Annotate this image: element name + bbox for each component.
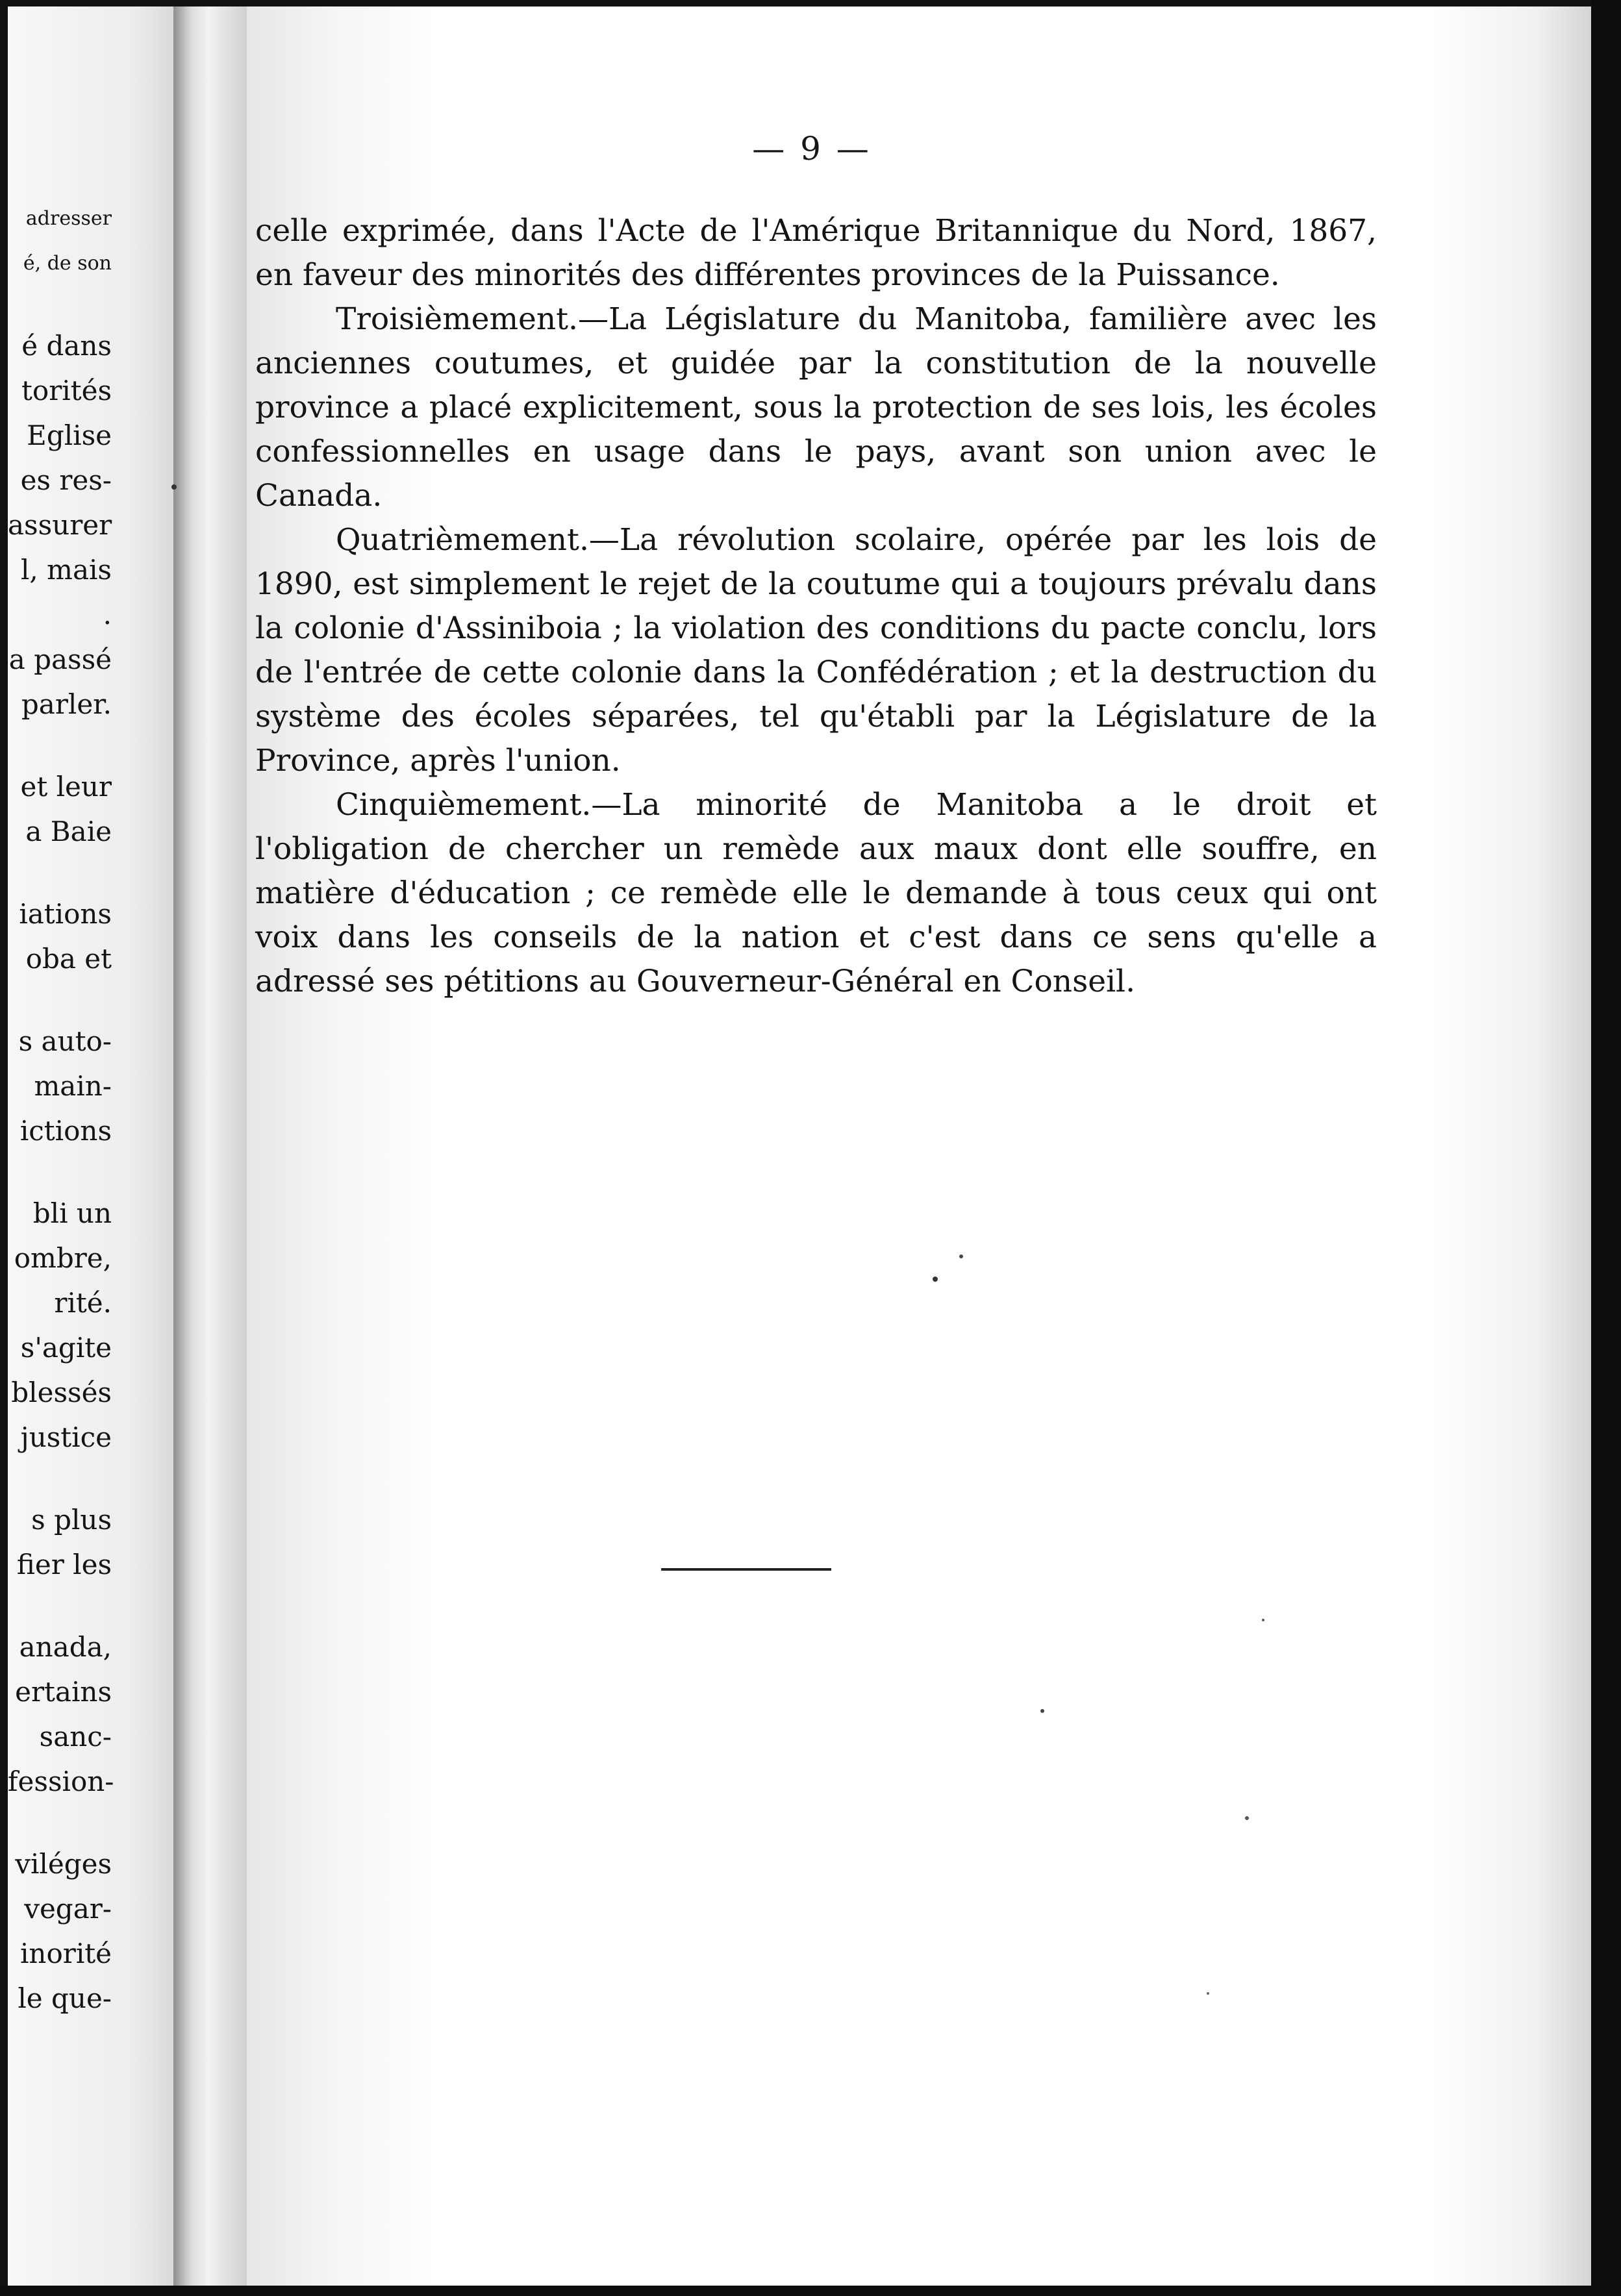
left-page-line: anada, — [19, 1631, 112, 1663]
left-page-line: le que- — [18, 1982, 112, 2014]
paragraph-quatriemement: Quatrièmement.—La révolution scolaire, opérée par les lois de 1890, est simplement le rejet de la coutume qui a toujours prévalu dans la colonie d'Assiniboia ; la violation des conditions du pacte conclu, lors de l'entrée de cette colonie dans la Confédération ; et la destruction du système des écoles séparées, tel qu'établi par la Législature de la Province, après l'union. — [255, 522, 1377, 779]
left-page-line: parler. — [21, 688, 112, 720]
left-page-line: a passé — [8, 643, 112, 675]
left-page-line: iations — [19, 898, 112, 930]
left-page-line: Eglise — [27, 419, 112, 451]
left-page-line: assurer — [8, 509, 112, 541]
left-page-line: ictions — [19, 1115, 112, 1147]
left-page-line: . — [103, 599, 112, 630]
left-page-line: torités — [21, 375, 112, 406]
left-page-line: bli un — [32, 1197, 112, 1229]
left-page-line: s auto- — [18, 1025, 112, 1057]
page-number: — 9 — — [752, 130, 872, 168]
left-page-line: adresser — [25, 207, 112, 230]
left-page-line: s plus — [31, 1504, 112, 1536]
left-page-line: es res- — [20, 464, 112, 496]
scan-border-right — [1591, 0, 1621, 2296]
left-page-line: ertains — [15, 1676, 112, 1708]
scan-border-bottom — [0, 2286, 1621, 2296]
left-page-line: inorité — [19, 1938, 112, 1969]
left-page-line: sanc- — [39, 1721, 112, 1753]
left-page-line: ombre, — [14, 1242, 112, 1274]
left-page-line: a Baie — [25, 816, 112, 847]
left-page-line: oba et — [25, 943, 112, 975]
left-page-line: vegar- — [24, 1893, 112, 1925]
left-page-line: l, mais — [21, 554, 112, 586]
left-page-line: é, de son — [23, 252, 112, 275]
left-page-line: s'agite — [20, 1332, 112, 1364]
paragraph-troisiemement: Troisièmement.—La Législature du Manitoba, familière avec les anciennes coutumes, et guidée par la constitution de la nouvelle province a placé explicitement, sous la protection de ses lois, les écoles confessionnelles en usage dans le pays, avant son union avec le Canada. — [255, 301, 1377, 514]
left-page-line: justice — [20, 1421, 112, 1453]
left-page-line: main- — [34, 1070, 112, 1102]
left-page-line: é dans — [21, 330, 112, 362]
left-page-line: et leur — [20, 771, 112, 803]
left-page-line: viléges — [15, 1848, 112, 1880]
left-page-line: rité. — [54, 1287, 112, 1319]
left-page-line: fession- — [8, 1766, 114, 1797]
left-page-line: fier les — [16, 1549, 112, 1580]
left-page-line: blessés — [11, 1377, 112, 1408]
paragraph-continuation: celle exprimée, dans l'Acte de l'Amérique Britannique du Nord, 1867, en faveur des minorités des différentes provinces de la Puissance. — [255, 213, 1377, 293]
paragraph-cinquiemement: Cinquièmement.—La minorité de Manitoba a le droit et l'obligation de chercher un remède aux maux dont elle souffre, en matière d'éducation ; ce remède elle le demande à tous ceux qui ont voix dans les conseils de la nation et c'est dans ce sens qu'elle a adressé ses pétitions au Gouverneur-Général en Conseil. — [255, 787, 1377, 999]
